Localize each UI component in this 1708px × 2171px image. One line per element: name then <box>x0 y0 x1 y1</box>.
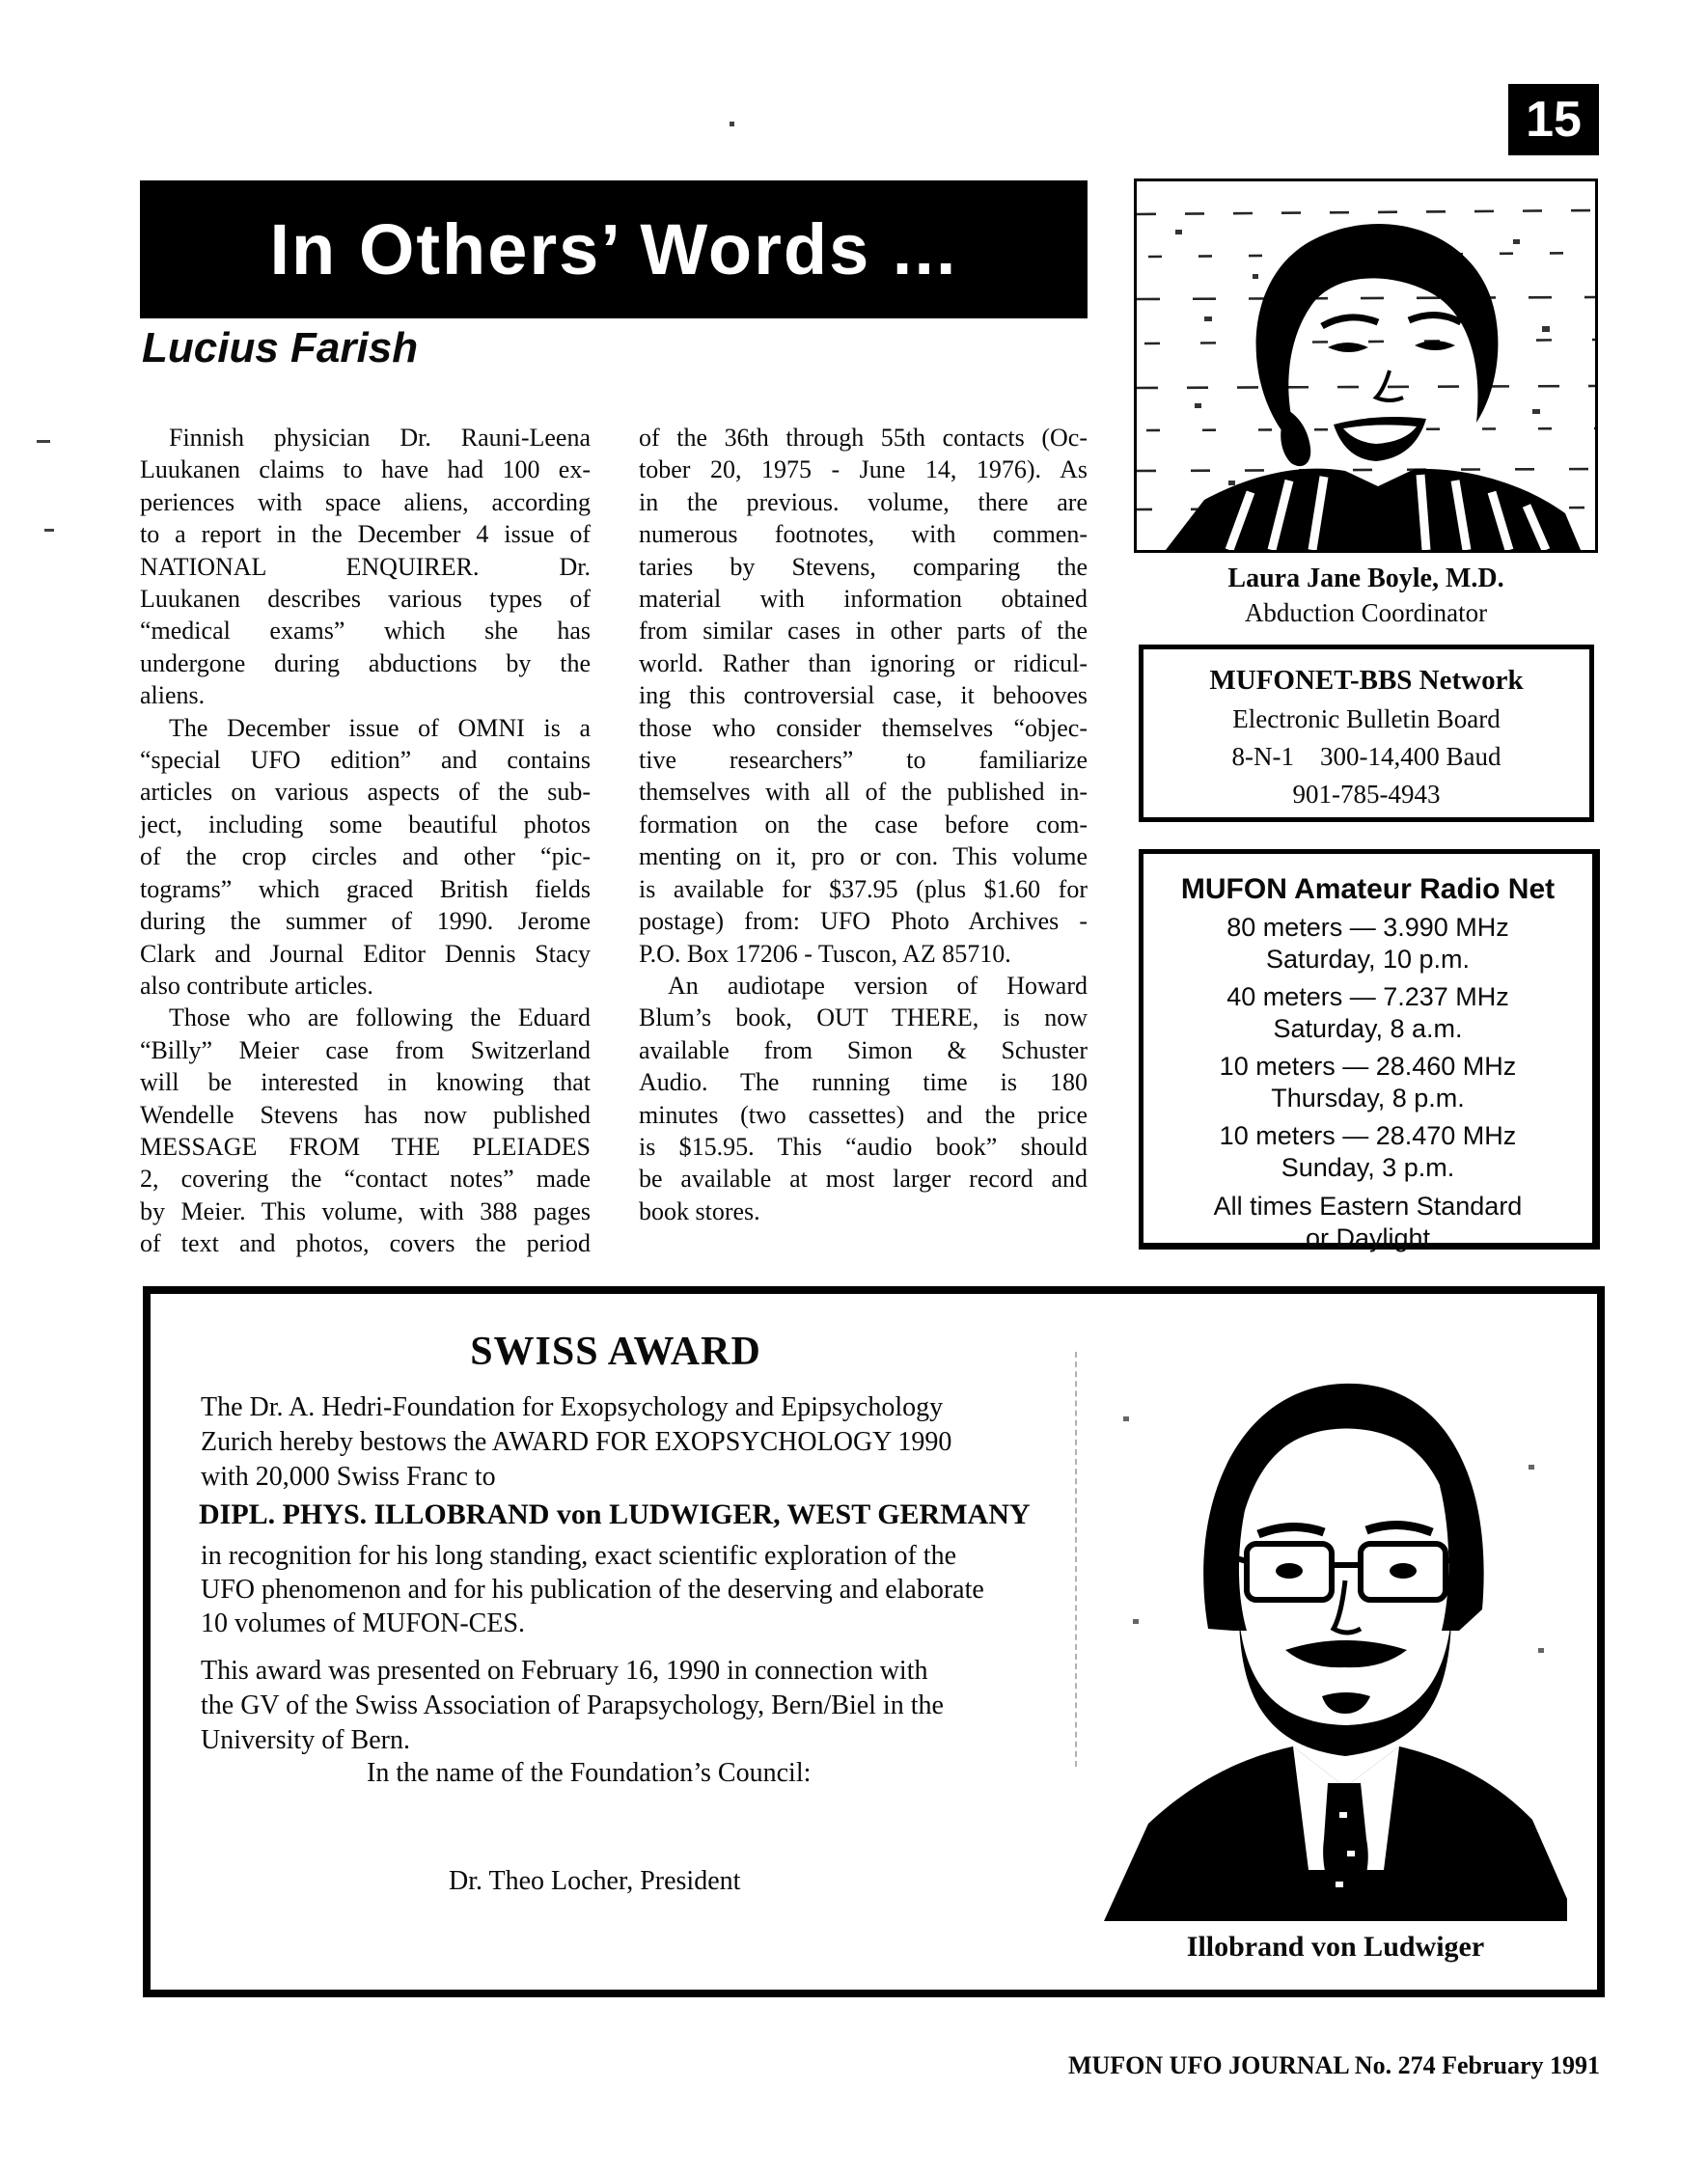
text-line: or Daylight <box>1305 1223 1431 1252</box>
body-text-line: formation on the case before com- <box>639 810 1088 838</box>
text-line: University of Bern. <box>201 1725 410 1755</box>
body-text-line: tober 20, 1975 - June 14, 1976). As <box>639 455 1088 484</box>
swiss-award-recipient: DIPL. PHYS. ILLOBRAND von LUDWIGER, WEST GERMANY <box>199 1498 1031 1530</box>
amateur-radio-net-title: MUFON Amateur Radio Net <box>1180 873 1556 905</box>
body-text-line: 2, covering the “contact notes” made <box>140 1165 591 1194</box>
body-text-line: is available for $37.95 (plus $1.60 for <box>639 874 1088 903</box>
body-text-line: Finnish physician Dr. Rauni-Leena <box>169 424 591 452</box>
body-text-line: Those who are following the Eduard <box>169 1003 591 1032</box>
body-text-line: book stores. <box>639 1196 760 1225</box>
body-text-line: menting on it, pro or con. This volume <box>639 842 1088 871</box>
portrait-photo-von-ludwiger <box>1104 1330 1567 1921</box>
section-banner <box>140 180 1088 318</box>
body-text-line: to a report in the December 4 issue of <box>140 520 591 549</box>
body-text-line: taries by Stevens, comparing the <box>639 552 1088 581</box>
body-text-line: those who consider themselves “objec- <box>639 713 1088 742</box>
text-line: Zurich hereby bestows the AWARD FOR EXOPSYCHOLOGY 1990 <box>201 1427 952 1457</box>
portrait-caption-role: Abduction Coordinator <box>1244 598 1488 627</box>
text-line: UFO phenomenon and for his publication of the deserving and elaborate <box>201 1575 984 1605</box>
body-text-line: undergone during abductions by the <box>140 648 591 677</box>
body-text-line: “special UFO edition” and contains <box>140 746 591 775</box>
body-text-line: of the crop circles and other “pic- <box>140 842 591 871</box>
body-text-line: Blum’s book, OUT THERE, is now <box>639 1003 1088 1032</box>
body-text-line: Clark and Journal Editor Dennis Stacy <box>140 939 591 968</box>
body-text-line: An audiotape version of Howard <box>668 971 1088 1000</box>
radio-net-entry <box>1143 981 1592 1045</box>
swiss-award-paragraph-1 <box>201 1390 1069 1495</box>
scan-artifact <box>730 122 734 126</box>
text-line: Electronic Bulletin Board <box>1232 704 1501 733</box>
body-text-line: world. Rather than ignoring or ridicul- <box>639 648 1088 677</box>
text-line: 8-N-1 300-14,400 Baud <box>1231 742 1501 771</box>
body-text-line: periences with space aliens, according <box>140 487 591 516</box>
radio-net-frequency: 10 meters — 28.470 MHz <box>1219 1121 1517 1150</box>
radio-net-time: Thursday, 8 p.m. <box>1271 1084 1465 1113</box>
body-text-line: Luukanen claims to have had 100 ex- <box>140 455 591 484</box>
scan-artifact <box>37 440 50 443</box>
radio-net-entry <box>1143 912 1592 976</box>
radio-net-frequency: 40 meters — 7.237 MHz <box>1226 982 1509 1011</box>
bbs-network-box <box>1139 645 1594 822</box>
amateur-radio-net-box <box>1139 849 1600 1250</box>
body-text-line: of text and photos, covers the period <box>140 1229 591 1258</box>
body-text-line: articles on various aspects of the sub- <box>140 778 591 807</box>
swiss-award-box <box>143 1286 1605 1997</box>
body-text-line: during the summer of 1990. Jerome <box>140 907 591 936</box>
body-text-line: is $15.95. This “audio book” should <box>639 1132 1088 1161</box>
radio-net-entry <box>1143 1051 1592 1114</box>
woman-portrait-illustration <box>1137 181 1595 550</box>
body-text-line: will be interested in knowing that <box>140 1068 591 1097</box>
body-text-line: aliens. <box>140 681 206 710</box>
body-text-line: from similar cases in other parts of the <box>639 617 1088 646</box>
body-text-line: Wendelle Stevens has now published <box>140 1100 591 1129</box>
article-column-1 <box>140 422 591 1260</box>
body-text-line: The December issue of OMNI is a <box>169 713 591 742</box>
radio-net-frequency: 10 meters — 28.460 MHz <box>1219 1052 1517 1081</box>
swiss-award-title: SWISS AWARD <box>470 1330 761 1374</box>
swiss-award-council-line: In the name of the Foundation’s Council: <box>367 1758 812 1788</box>
author-byline: Lucius Farish <box>142 324 419 371</box>
body-text-line: NATIONAL ENQUIRER. Dr. <box>140 552 591 581</box>
body-text-line: tograms” which graced British fields <box>140 874 591 903</box>
radio-net-time: Saturday, 10 p.m. <box>1265 945 1471 974</box>
body-text-line: by Meier. This volume, with 388 pages <box>140 1196 591 1225</box>
body-text-line: P.O. Box 17206 - Tuscon, AZ 85710. <box>639 939 1011 968</box>
body-text-line: of the 36th through 55th contacts (Oc- <box>639 424 1088 452</box>
text-line: 10 volumes of MUFON-CES. <box>201 1608 526 1638</box>
swiss-award-paragraph-2 <box>201 1539 1069 1640</box>
text-line: This award was presented on February 16, 1990 in connection with <box>201 1656 928 1686</box>
text-line: in recognition for his long standing, exact scientific exploration of the <box>201 1541 957 1571</box>
man-portrait-illustration <box>1104 1330 1567 1921</box>
text-line: the GV of the Swiss Association of Parapsychology, Bern/Biel in the <box>201 1690 944 1720</box>
body-text-line: numerous footnotes, with commen- <box>639 520 1088 549</box>
radio-net-time: Saturday, 8 a.m. <box>1273 1014 1463 1043</box>
body-text-line: also contribute articles. <box>140 971 373 1000</box>
body-text-line: “medical exams” which she has <box>140 617 591 646</box>
text-line: The Dr. A. Hedri-Foundation for Exopsychology and Epipsychology <box>201 1392 944 1422</box>
body-text-line: tive researchers” to familiarize <box>639 746 1088 775</box>
portrait-caption-name: Laura Jane Boyle, M.D. <box>1227 563 1504 593</box>
body-text-line: ing this controversial case, it behooves <box>639 681 1088 710</box>
radio-net-time: Sunday, 3 p.m. <box>1281 1153 1455 1182</box>
section-banner-title: In Others’ Words ... <box>269 209 958 289</box>
amateur-radio-net-entries <box>1143 912 1592 1184</box>
journal-footer: MUFON UFO JOURNAL No. 274 February 1991 <box>1067 2051 1600 2079</box>
text-line: with 20,000 Swiss Franc to <box>201 1462 496 1492</box>
body-text-line: available from Simon & Schuster <box>639 1035 1088 1064</box>
body-text-line: themselves with all of the published in- <box>639 778 1088 807</box>
body-text-line: material with information obtained <box>639 585 1088 614</box>
portrait-caption-von-ludwiger: Illobrand von Ludwiger <box>1186 1931 1485 1963</box>
radio-net-entry <box>1143 1120 1592 1184</box>
portrait-photo-laura-boyle <box>1134 179 1598 553</box>
text-line: All times Eastern Standard <box>1213 1192 1523 1221</box>
body-text-line: in the previous. volume, there are <box>639 487 1088 516</box>
radio-net-frequency: 80 meters — 3.990 MHz <box>1226 913 1509 942</box>
amateur-radio-net-note <box>1143 1191 1592 1254</box>
scan-artifact <box>1075 1352 1077 1767</box>
page-number: 15 <box>1526 92 1582 148</box>
page-number-badge <box>1508 84 1599 155</box>
text-line: 901-785-4943 <box>1292 780 1441 809</box>
body-text-line: Luukanen describes various types of <box>140 585 591 614</box>
body-text-line: minutes (two cassettes) and the price <box>639 1100 1088 1129</box>
scan-artifact <box>44 529 54 532</box>
body-text-line: Audio. The running time is 180 <box>639 1068 1088 1097</box>
swiss-award-paragraph-3 <box>201 1654 1069 1758</box>
body-text-line: “Billy” Meier case from Switzerland <box>140 1035 591 1064</box>
body-text-line: MESSAGE FROM THE PLEIADES <box>140 1132 591 1161</box>
bbs-network-title: MUFONET-BBS Network <box>1209 665 1524 696</box>
body-text-line: postage) from: UFO Photo Archives - <box>639 907 1088 936</box>
bbs-network-lines <box>1143 704 1589 810</box>
body-text-line: ject, including some beautiful photos <box>140 810 591 838</box>
body-text-line: be available at most larger record and <box>639 1165 1088 1194</box>
swiss-award-signature: Dr. Theo Locher, President <box>449 1866 741 1896</box>
article-column-2 <box>639 422 1088 1227</box>
